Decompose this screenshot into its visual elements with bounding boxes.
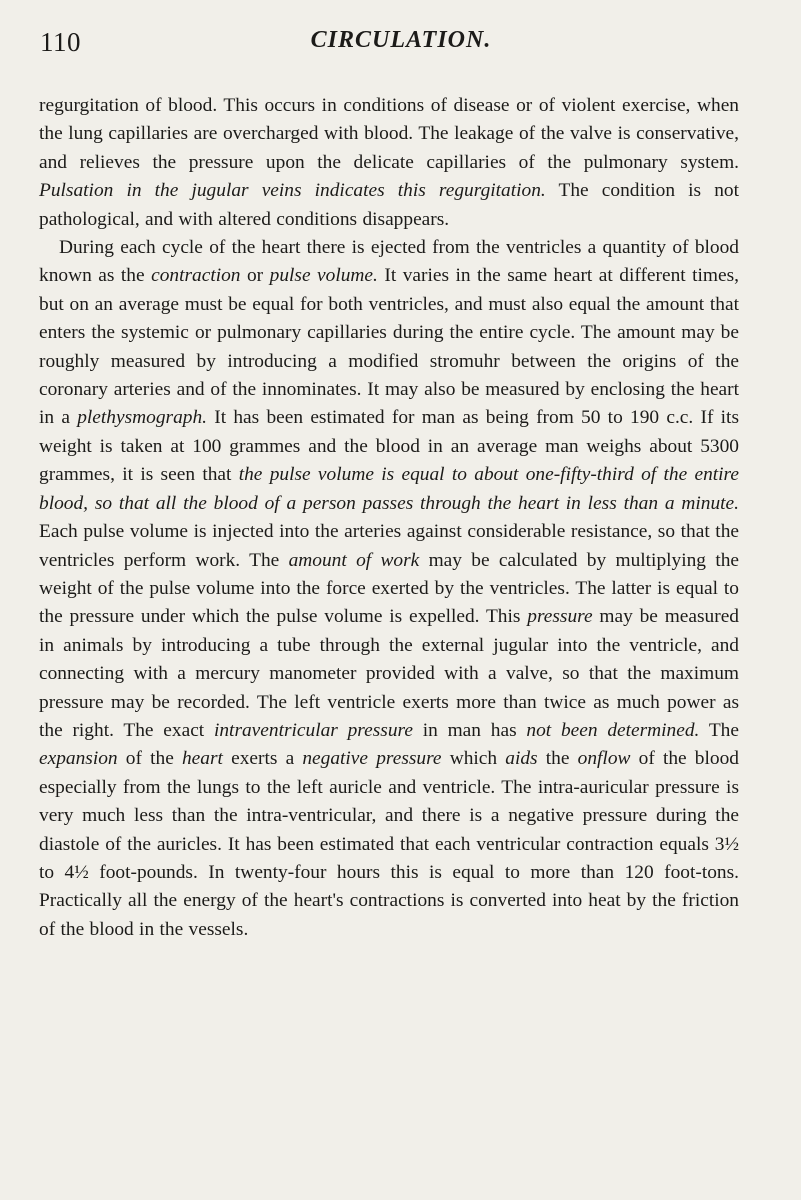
paragraph-regurgitation: regurgitation of blood. This occurs in conditions of disease or of violent exercise, when the lung capillaries are overcharged with blood. The leakage of the valve is conservative, and relieves the pressure upon the delicate capillaries of the pulmonary system. Pulsation in the jugular veins indicates this regurgitation. The condition is not pathological, and with altered conditions disappears. — [39, 95, 739, 230]
paragraph-pulse-volume: During each cycle of the heart there is ejected from the ventricles a quantity of blood known as the contraction or pulse volume. It varies in the same heart at different times, but on an average must be equal for both ventricles, and must also equal the amount that enters the systemic or pulmonary capillaries during the entire cycle. The amount may be roughly measured by introducing a modified stromuhr between the origins of the coronary arteries and of the innominates. It may also be measured by enclosing the heart in a plethysmograph. It has been estimated for man as being from 50 to 190 c.c. If its weight is taken at 100 grammes and the blood in an average man weighs about 5300 grammes, it is seen that the pulse volume is equal to about one-fifty-third of the entire blood, so that all the blood of a person passes through the heart in less than a minute. Each pulse volume is injected into the arteries against considerable resistance, so that the ventricles perform work. The amount of work may be calculated by multiplying the weight of the pulse volume into the force exerted by the ventricles. The latter is equal to the pressure under which the pulse volume is expelled. This pressure may be measured in animals by introducing a tube through the external jugular into the ventricle, and connecting with a mercury manometer provided with a valve, so that the maximum pressure may be recorded. The left ventricle exerts more than twice as much power as the right. The exact intraventricular pressure in man has not been determined. The expansion of the heart exerts a negative pressure which aids the onflow of the blood especially from the lungs to the left auricle and ventricle. The intra-auricular pressure is very much less than the intra-ventricular, and there is a negative pressure during the diastole of the auricles. It has been estimated that each ventricular contraction equals 3½ to 4½ foot-pounds. In twenty-four hours this is equal to more than 120 foot-tons. Practically all the energy of the heart's contractions is converted into heat by the friction of the blood in the vessels. — [39, 237, 740, 940]
body-text — [39, 92, 739, 944]
chapter-title: CIRCULATION. — [310, 27, 492, 53]
page-number: 110 — [40, 27, 81, 57]
running-head — [40, 27, 762, 67]
